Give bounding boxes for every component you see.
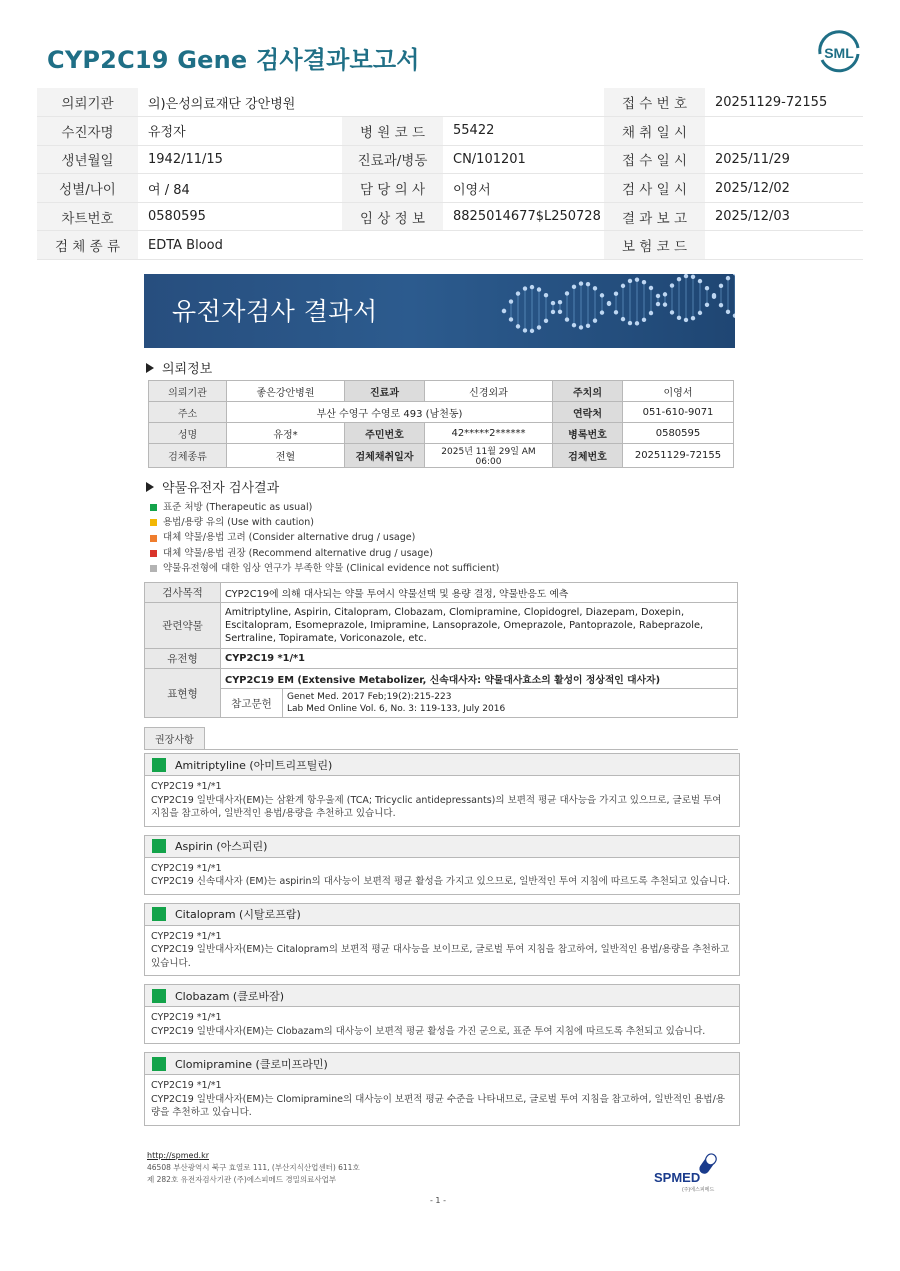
referral-label: 주민번호 — [345, 423, 425, 444]
info-label: 진료과/병동 — [342, 145, 443, 174]
info-label — [342, 231, 443, 260]
legend-text: 용법/용량 유의 (Use with caution) — [163, 517, 314, 529]
legend-color-swatch — [150, 550, 157, 557]
legend-item — [144, 546, 740, 561]
info-value: 55422 — [443, 117, 604, 146]
info-label: 결 과 보 고 — [604, 202, 705, 231]
referral-value: 유정* — [227, 423, 345, 444]
footer — [147, 1150, 360, 1186]
drug-name: Amitriptyline (아미트리프틸린) — [175, 758, 333, 772]
drug-recommendation-text: CYP2C19 일반대사자(EM)는 삼환계 항우울제 (TCA; Tricyclic antidepressants)의 보편적 평균 대사능을 가지고 있으므로, 글로벌 투여 지침을 참고하여, 일반적인 용법/용량을 추천하고 있습니다. — [151, 794, 722, 820]
drug-card — [144, 753, 740, 827]
info-label — [342, 88, 443, 117]
referral-value: 부산 수영구 수영로 493 (남천동) — [227, 402, 553, 423]
drugs-value: Amitriptyline, Aspirin, Citalopram, Clobazam, Clomipramine, Clopidogrel, Diazepam, Doxepin, Escitalopram, Esomeprazole, Imipramine, Lansoprazole, Omeprazole, Pantoprazole, Rabeprazole, Sertraline, Topiramate, Voriconazole, etc. — [221, 603, 738, 649]
page-number: - 1 - — [430, 1196, 446, 1205]
recommendation-list — [144, 753, 740, 1126]
recommendation-divider — [144, 749, 738, 750]
info-value — [705, 117, 863, 146]
info-row — [37, 231, 863, 260]
drug-name: Clomipramine (클로미프라민) — [175, 1057, 328, 1071]
section-result-heading — [144, 477, 740, 496]
drug-card-body — [145, 858, 739, 894]
drug-card-body — [145, 926, 739, 976]
footer-url[interactable]: http://spmed.kr — [147, 1151, 210, 1160]
drug-name: Clobazam (클로바잠) — [175, 989, 285, 1003]
recommendation-tab: 권장사항 — [144, 727, 205, 749]
drug-name: Citalopram (시탈로프람) — [175, 908, 301, 922]
info-value: 이영서 — [443, 174, 604, 203]
legend-color-swatch — [150, 535, 157, 542]
info-label: 검 체 종 류 — [37, 231, 138, 260]
drug-recommendation-text: CYP2C19 일반대사자(EM)는 Clobazam의 대사능이 보편적 평균 활성을 가진 군으로, 표준 투여 지침에 따르도록 추천되고 있습니다. — [151, 1025, 706, 1037]
info-row — [37, 202, 863, 231]
report-title: CYP2C19 Gene 검사결과보고서 — [47, 46, 420, 74]
triangle-bullet-icon — [146, 363, 154, 373]
info-value — [443, 231, 604, 260]
legend-color-swatch — [150, 565, 157, 572]
drug-genotype: CYP2C19 *1/*1 — [151, 1012, 222, 1024]
referral-value: 051-610-9071 — [623, 402, 734, 423]
info-value: EDTA Blood — [138, 231, 342, 260]
info-value: 20251129-72155 — [705, 88, 863, 117]
drug-card — [144, 835, 740, 895]
info-row — [37, 145, 863, 174]
info-value: 1942/11/15 — [138, 145, 342, 174]
referral-label: 성명 — [149, 423, 227, 444]
sml-logo-text: SML — [824, 45, 854, 61]
referral-label: 진료과 — [345, 381, 425, 402]
drug-recommendation-text: CYP2C19 일반대사자(EM)는 Clomipramine의 대사능이 보편적 평균 수준을 나타내므로, 글로벌 투여 지침을 참고하여, 일반적인 용법/용량을 추천하고 있습니다. — [151, 1093, 725, 1119]
drug-card-header — [145, 904, 739, 926]
drugs-label: 관련약물 — [145, 603, 221, 649]
patient-info-table — [37, 88, 863, 260]
info-label: 수진자명 — [37, 117, 138, 146]
referral-value: 좋은강안병원 — [227, 381, 345, 402]
drug-genotype: CYP2C19 *1/*1 — [151, 1080, 222, 1092]
drug-card — [144, 1052, 740, 1126]
info-value: 8825014677$L250728 — [443, 202, 604, 231]
drug-card-header — [145, 1053, 739, 1075]
status-green-icon — [152, 989, 166, 1003]
legend-text: 대체 약물/용법 고려 (Consider alternative drug / usage) — [163, 532, 416, 544]
section-result-title: 약물유전자 검사결과 — [162, 481, 280, 496]
info-value: 2025/12/02 — [705, 174, 863, 203]
info-value: 의)은성의료재단 강안병원 — [138, 88, 342, 117]
referral-label: 주소 — [149, 402, 227, 423]
drug-card — [144, 903, 740, 977]
purpose-label: 검사목적 — [145, 583, 221, 603]
ref-label: 참고문헌 — [221, 689, 283, 718]
info-value: 2025/11/29 — [705, 145, 863, 174]
referral-table — [148, 380, 734, 468]
legend-text: 약물유전형에 대한 임상 연구가 부족한 약물 (Clinical evidence not sufficient) — [163, 562, 500, 574]
info-label: 의뢰기관 — [37, 88, 138, 117]
info-row — [37, 174, 863, 203]
referral-value: 2025년 11월 29일 AM 06:00 — [425, 444, 553, 468]
section-referral-title: 의뢰정보 — [162, 362, 213, 377]
info-value: 0580595 — [138, 202, 342, 231]
drug-recommendation-text: CYP2C19 일반대사자(EM)는 Citalopram의 보편적 평균 대사능을 보이므로, 글로벌 투여 지침을 참고하여, 일반적인 용법/용량을 추천하고 있습니다. — [151, 944, 730, 969]
phenotype-value: CYP2C19 EM (Extensive Metabolizer, 신속대사자: 약물대사효소의 활성이 정상적인 대사자) — [221, 669, 738, 689]
referral-label: 검체번호 — [553, 444, 623, 468]
sml-logo — [814, 28, 864, 78]
referral-value: 전혈 — [227, 444, 345, 468]
legend — [144, 500, 740, 576]
legend-item — [144, 500, 740, 515]
referral-value: 신경외과 — [425, 381, 553, 402]
genotype-label: 유전형 — [145, 649, 221, 669]
drug-name: Aspirin (아스피린) — [175, 840, 268, 854]
referral-value: 0580595 — [623, 423, 734, 444]
info-value — [705, 231, 863, 260]
info-label: 보 험 코 드 — [604, 231, 705, 260]
legend-text: 표준 처방 (Therapeutic as usual) — [163, 502, 313, 513]
referral-label: 주치의 — [553, 381, 623, 402]
legend-item — [144, 515, 740, 530]
info-value: 여 / 84 — [138, 174, 342, 203]
referral-label: 연락처 — [553, 402, 623, 423]
report-banner — [144, 274, 735, 348]
drug-card — [144, 984, 740, 1044]
info-label: 채 취 일 시 — [604, 117, 705, 146]
ref-line-1: Genet Med. 2017 Feb;19(2):215-223 — [287, 692, 452, 703]
info-row — [37, 88, 863, 117]
ref-line-2: Lab Med Online Vol. 6, No. 3: 119-133, July 2016 — [287, 704, 506, 715]
info-value: CN/101201 — [443, 145, 604, 174]
drug-card-header — [145, 754, 739, 776]
drug-card-header — [145, 836, 739, 858]
info-label: 담 당 의 사 — [342, 174, 443, 203]
drug-card-header — [145, 985, 739, 1007]
triangle-bullet-icon — [146, 482, 154, 492]
info-value: 유정자 — [138, 117, 342, 146]
referral-value: 20251129-72155 — [623, 444, 734, 468]
ref-value — [283, 689, 738, 718]
info-row — [37, 117, 863, 146]
legend-item — [144, 561, 740, 576]
purpose-value: CYP2C19에 의해 대사되는 약물 투여시 약물선택 및 용량 결정, 약물반응도 예측 — [221, 583, 738, 603]
referral-value: 42*****2****** — [425, 423, 553, 444]
referral-label: 의뢰기관 — [149, 381, 227, 402]
spmed-logo-text: SPMED — [654, 1170, 701, 1185]
referral-label: 검체채취일자 — [345, 444, 425, 468]
info-label: 차트번호 — [37, 202, 138, 231]
referral-value: 이영서 — [623, 381, 734, 402]
drug-genotype: CYP2C19 *1/*1 — [151, 781, 222, 793]
info-label: 검 사 일 시 — [604, 174, 705, 203]
footer-address: 46508 부산광역시 북구 효열로 111, (부산지식산업센터) 611호 — [147, 1163, 360, 1172]
section-referral-heading — [144, 358, 740, 377]
drug-card-body — [145, 776, 739, 826]
status-green-icon — [152, 907, 166, 921]
phenotype-label: 표현형 — [145, 669, 221, 718]
drug-card-body — [145, 1007, 739, 1043]
spmed-logo-subtext: (주)에스피메드 — [682, 1187, 715, 1193]
info-label: 접 수 번 호 — [604, 88, 705, 117]
drug-recommendation-text: CYP2C19 신속대사자 (EM)는 aspirin의 대사능이 보편적 평균 활성을 가지고 있으므로, 일반적인 투여 지침에 따르도록 추천되고 있습니다. — [151, 876, 731, 888]
footer-license: 제 282호 유전자검사기관 (주)에스피메드 경밀의료사업부 — [147, 1175, 337, 1184]
drug-genotype: CYP2C19 *1/*1 — [151, 862, 222, 874]
status-green-icon — [152, 1057, 166, 1071]
status-green-icon — [152, 758, 166, 772]
drug-genotype: CYP2C19 *1/*1 — [151, 930, 222, 942]
info-value — [443, 88, 604, 117]
info-label: 성별/나이 — [37, 174, 138, 203]
banner-title: 유전자검사 결과서 — [172, 297, 378, 326]
legend-text: 대체 약물/용법 권장 (Recommend alternative drug / usage) — [163, 547, 433, 559]
legend-color-swatch — [150, 504, 157, 511]
legend-item — [144, 530, 740, 545]
info-label: 병 원 코 드 — [342, 117, 443, 146]
legend-color-swatch — [150, 519, 157, 526]
result-table — [144, 582, 738, 718]
referral-label: 검체종류 — [149, 444, 227, 468]
genotype-value: CYP2C19 *1/*1 — [221, 649, 738, 669]
info-label: 접 수 일 시 — [604, 145, 705, 174]
status-green-icon — [152, 839, 166, 853]
info-value: 2025/12/03 — [705, 202, 863, 231]
report-frame — [144, 274, 740, 1134]
spmed-logo — [652, 1150, 742, 1195]
info-label: 생년월일 — [37, 145, 138, 174]
info-label: 임 상 정 보 — [342, 202, 443, 231]
referral-label: 병록번호 — [553, 423, 623, 444]
drug-card-body — [145, 1075, 739, 1125]
